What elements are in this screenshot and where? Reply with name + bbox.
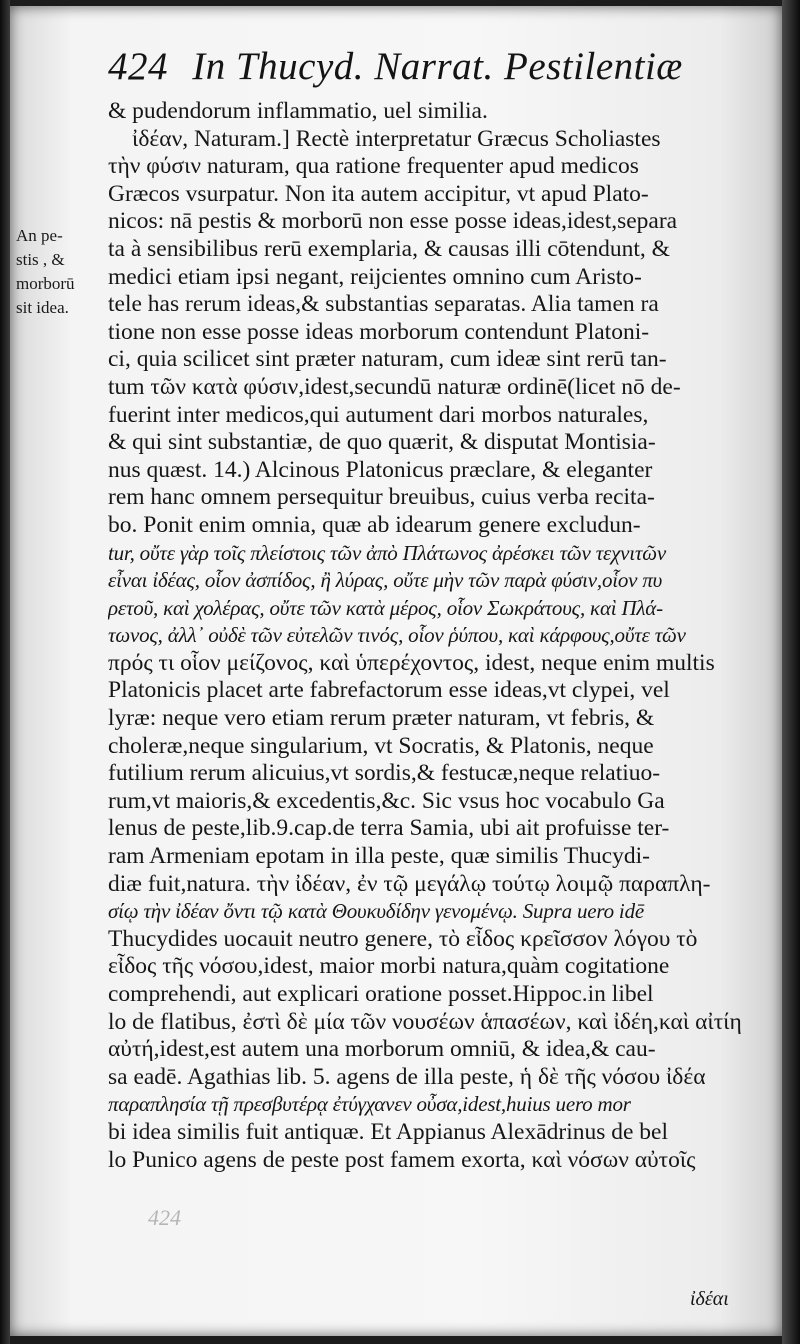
text-line: lo Punico agens de peste post famem exorta, καὶ νόσων αὐτοῖς — [108, 1146, 696, 1173]
margin-note-line: An pe- — [16, 226, 63, 245]
margin-note-line: morborū — [16, 274, 75, 293]
text-line: ci, quia scilicet sint præter naturam, cum ideæ sint rerū tan- — [108, 346, 667, 373]
text-line: rum,vt maioris,& excedentis,&c. Sic vsus hoc vocabulo Ga — [108, 787, 665, 814]
text-line: comprehendi, aut explicari oratione posset.Hippoc.in libel — [108, 981, 654, 1007]
text-line: πρός τι οἷον μείζονος, καὶ ὑπερέχοντος, idest, neque enim multis — [108, 649, 715, 676]
catchword: ἰδέαι — [690, 1288, 729, 1310]
text-line: ram Armeniam epotam in illa peste, quæ similis Thucydi- — [108, 843, 650, 870]
text-line: medici etiam ipsi negant, reijcientes omnino cum Aristo- — [108, 263, 642, 290]
text-line: tele has rerum ideas,& substantias separatas. Alia tamen ra — [108, 291, 659, 318]
book-edge-shadow — [782, 0, 800, 1344]
text-line: fuerint inter medicos,qui autument dari morbos naturales, — [108, 401, 649, 428]
text-line: Platonicis placet arte fabrefactorum esse ideas,vt clypei, vel — [108, 677, 670, 704]
greek-text-line: tur, οὔτε γὰρ τοῖς πλείστοις τῶν ἀπὸ Πλάτωνος ἀρέσκει τῶν τεχνιτῶν — [108, 540, 666, 565]
text-line: τὴν φύσιν naturam, qua ratione frequenter apud medicos — [108, 153, 639, 180]
text-line: bi idea similis fuit antiquæ. Et Appianus Alexādrinus de bel — [108, 1118, 669, 1145]
text-line: futilium rerum alicuius,vt sordis,& festucæ,neque relatiuo- — [108, 760, 661, 787]
greek-text-line: τωνος, ἀλλ᾽ οὐδὲ τῶν εὐτελῶν τινός, οἷον ῥύπου, καὶ κάρφους,οὔτε τῶν — [108, 623, 686, 648]
book-gutter-shadow — [0, 0, 10, 1344]
running-title: In Thucyd. Narrat. Pestilentiæ — [192, 45, 683, 88]
greek-text-line: ρετοῦ, καὶ χολέρας, οὔτε τῶν κατὰ μέρος, οἷον Σωκράτους, καὶ Πλά- — [108, 595, 663, 620]
text-line: lyræ: neque vero etiam rerum præter naturam, vt febris, & — [108, 705, 655, 732]
margin-note-line: sit idea. — [16, 298, 69, 317]
text-line: choleræ,neque singularium, vt Socratis, & Platonis, neque — [108, 732, 654, 759]
text-line: lenus de peste,lib.9.cap.de terra Samia, ubi ait profuisse ter- — [108, 815, 670, 842]
text-line: ta à sensibilibus rerū exemplaria, & causas illi cōtendunt, & — [108, 235, 670, 262]
text-line: lo de flatibus, ἐστὶ δὲ μία τῶν νουσέων ἁπασέων, καὶ ἰδέη,καὶ αἰτίη — [108, 1008, 742, 1035]
text-line: αὐτή,idest,est autem una morborum omniū, & idea,& cau- — [108, 1036, 656, 1063]
bleed-through-mark: 424 — [148, 1205, 181, 1230]
text-line: εἶδος τῆς νόσου,idest, maior morbi natura,quàm cogitatione — [108, 953, 670, 980]
text-line: rem hanc omnem persequitur breuibus, cuius verba recita- — [108, 484, 655, 511]
text-line: tum τῶν κατὰ φύσιν,idest,secundū naturæ ordinē(licet nō de- — [108, 373, 681, 400]
text-line: tione non esse posse ideas morborum contendunt Platoni- — [108, 318, 650, 345]
greek-text-line: παραπλησία τῇ πρεσβυτέρᾳ ἐτύγχανεν οὖσα,idest,huius uero mor — [108, 1092, 631, 1117]
margin-note — [16, 224, 102, 320]
text-line: diæ fuit,natura. τὴν ἰδέαν, ἐν τῷ μεγάλῳ τούτῳ λοιμῷ παραπλη- — [108, 870, 711, 897]
text-line: bo. Ponit enim omnia, quæ ab idearum genere excludun- — [108, 511, 641, 538]
margin-note-line: stis , & — [16, 250, 65, 269]
page-number: 424 — [108, 45, 168, 88]
text-line: & pudendorum inflammatio, uel similia. — [108, 98, 488, 124]
text-line: nicos: nā pestis & morborū non esse posse ideas,idest,separa — [108, 208, 678, 235]
main-text-block — [108, 98, 764, 1174]
running-header — [108, 44, 708, 98]
greek-text-line: εἶναι ἰδέας, οἷον ἀσπίδος, ἢ λύρας, οὔτε μὴν τῶν παρὰ φύσιν,οἷον πυ — [108, 568, 663, 593]
text-line: sa eadē. Agathias lib. 5. agens de illa peste, ἡ δὲ τῆς νόσου ἰδέα — [108, 1063, 706, 1090]
greek-text-line: σίῳ τὴν ἰδέαν ὄντι τῷ κατὰ Θουκυδίδην γενομένῳ. Supra uero idē — [108, 899, 644, 924]
text-line: Thucydides uocauit neutro genere, τὸ εἶδος κρεῖσσον λόγου τὸ — [108, 925, 698, 952]
text-line: nus quæst. 14.) Alcinous Platonicus præclare, & eleganter — [108, 456, 653, 483]
text-line: Græcos vsurpatur. Non ita autem accipitur, vt apud Plato- — [108, 180, 649, 207]
text-line: & qui sint substantiæ, de quo quærit, & disputat Montisia- — [108, 429, 656, 456]
text-line: ἰδέαν, Naturam.] Rectè interpretatur Græcus Scholiastes — [132, 125, 661, 152]
